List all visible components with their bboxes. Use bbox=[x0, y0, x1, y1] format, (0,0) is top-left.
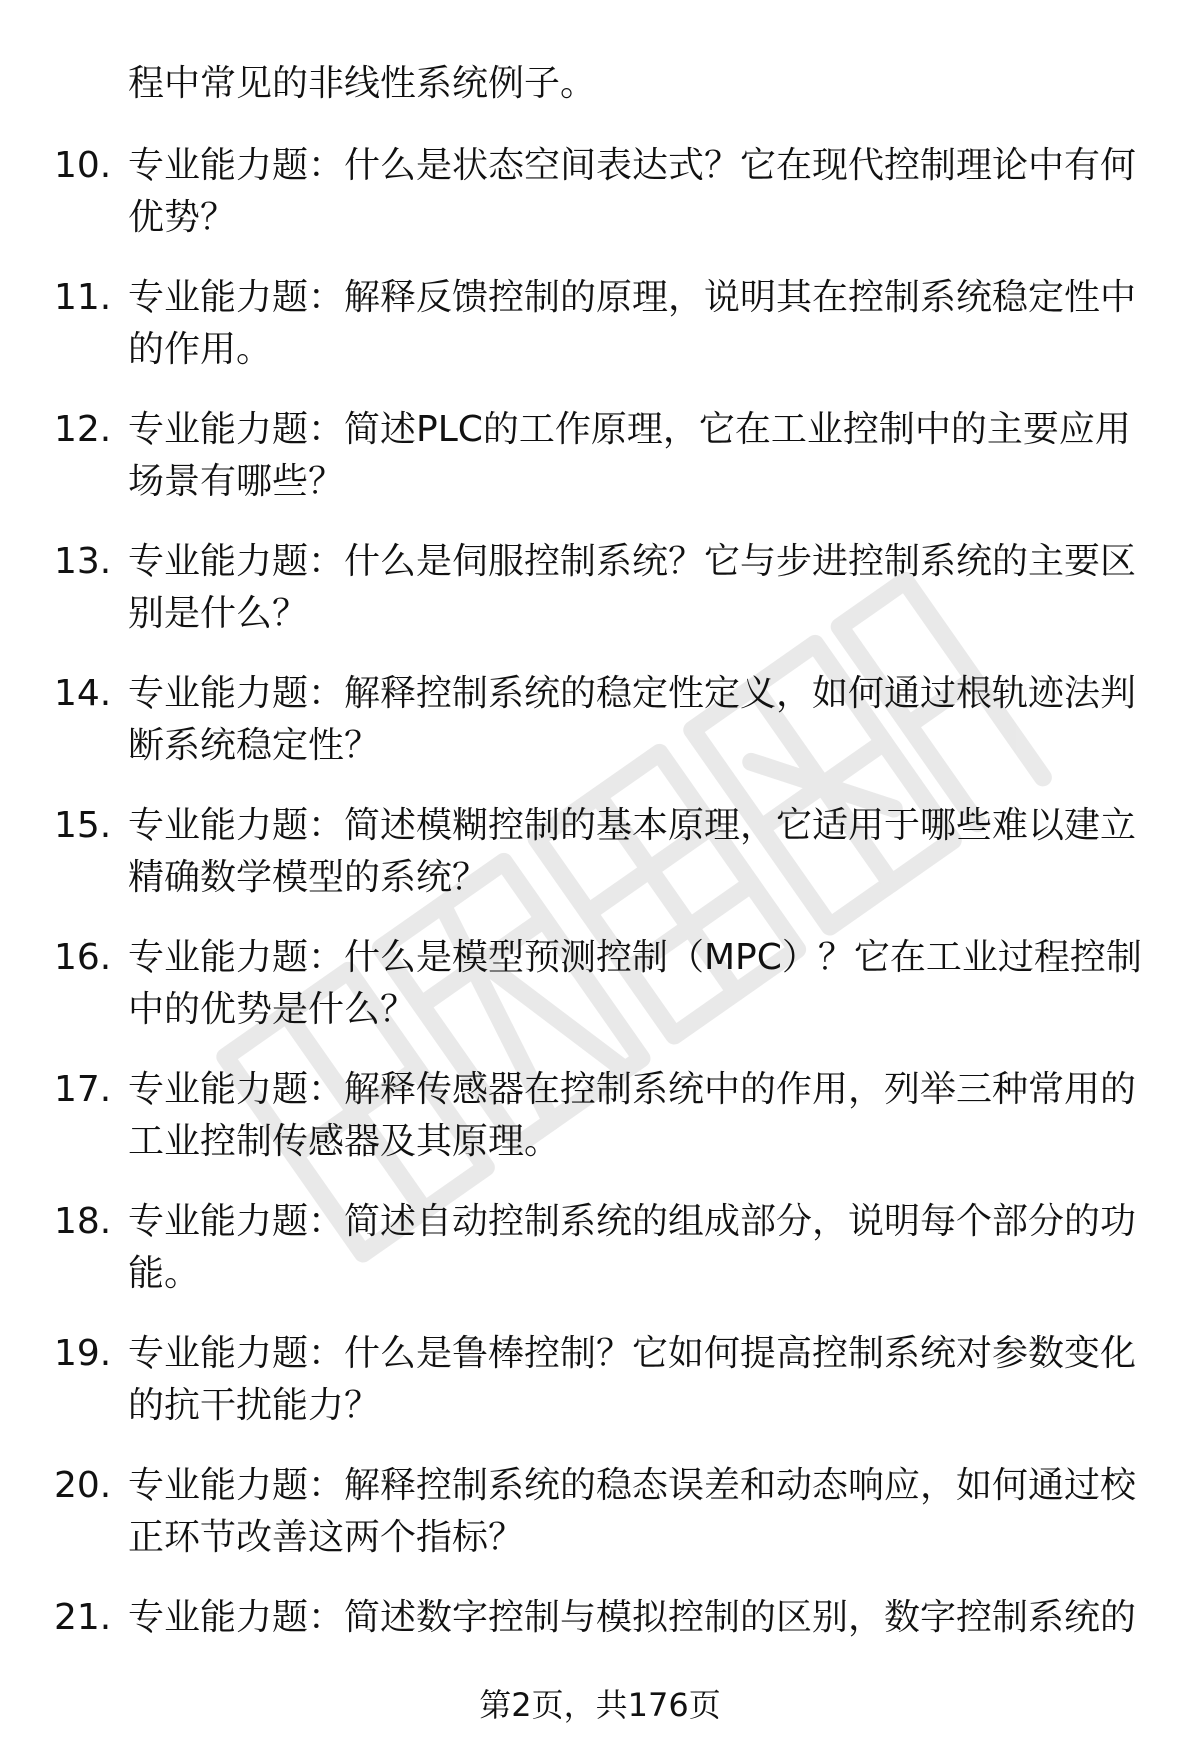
question-line: 正环节改善这两个指标？ bbox=[128, 1517, 525, 1558]
question-text bbox=[128, 404, 1138, 508]
question-line: 中的优势是什么？ bbox=[128, 989, 417, 1030]
list-item bbox=[0, 272, 1200, 404]
question-number: 13. bbox=[54, 541, 112, 582]
question-line: 专业能力题：解释控制系统的稳定性定义，如何通过根轨迹法判 bbox=[128, 673, 1137, 714]
page-footer: 第2页，共176页 bbox=[479, 1686, 721, 1724]
list-item bbox=[0, 668, 1200, 800]
question-line: 专业能力题：简述模糊控制的基本原理，它适用于哪些难以建立 bbox=[128, 805, 1137, 846]
question-line: 专业能力题：解释反馈控制的原理，说明其在控制系统稳定性中 bbox=[128, 277, 1137, 318]
question-number: 10. bbox=[54, 145, 112, 186]
question-line: 专业能力题：解释传感器在控制系统中的作用，列举三种常用的 bbox=[128, 1069, 1137, 1110]
question-line: 专业能力题：解释控制系统的稳态误差和动态响应，如何通过校 bbox=[128, 1465, 1137, 1506]
question-number: 11. bbox=[54, 277, 112, 318]
question-line: 专业能力题：什么是伺服控制系统？它与步进控制系统的主要区 bbox=[128, 541, 1137, 582]
list-item bbox=[0, 1460, 1200, 1592]
question-line: 专业能力题：简述数字控制与模拟控制的区别，数字控制系统的 bbox=[128, 1597, 1137, 1638]
list-item bbox=[0, 140, 1200, 272]
list-item bbox=[0, 932, 1200, 1064]
question-line: 能。 bbox=[128, 1253, 201, 1294]
question-text bbox=[128, 800, 1138, 904]
question-text bbox=[128, 1328, 1138, 1432]
question-number: 18. bbox=[54, 1201, 112, 1242]
question-text bbox=[128, 1460, 1138, 1564]
question-line: 专业能力题：简述自动控制系统的组成部分，说明每个部分的功 bbox=[128, 1201, 1137, 1242]
question-number: 17. bbox=[54, 1069, 112, 1110]
list-item bbox=[0, 536, 1200, 668]
question-line: 别是什么？ bbox=[128, 593, 309, 634]
question-line: 的抗干扰能力？ bbox=[128, 1385, 381, 1426]
question-line: 专业能力题：什么是状态空间表达式？它在现代控制理论中有何 bbox=[128, 145, 1137, 186]
list-item bbox=[0, 1328, 1200, 1460]
question-number: 20. bbox=[54, 1465, 112, 1506]
question-number: 21. bbox=[54, 1597, 112, 1638]
question-text bbox=[128, 932, 1142, 1036]
question-text bbox=[128, 1196, 1138, 1300]
question-line: 场景有哪些？ bbox=[128, 461, 345, 502]
question-line: 专业能力题：什么是鲁棒控制？它如何提高控制系统对参数变化 bbox=[128, 1333, 1137, 1374]
question-text bbox=[128, 140, 1138, 244]
question-line: 专业能力题：什么是模型预测控制（MPC）？它在工业过程控制 bbox=[128, 937, 1142, 978]
continuation-text: 程中常见的非线性系统例子。 bbox=[128, 63, 597, 104]
question-number: 12. bbox=[54, 409, 112, 450]
question-list bbox=[0, 140, 1200, 1724]
question-number: 19. bbox=[54, 1333, 112, 1374]
question-text bbox=[128, 1592, 1138, 1644]
question-text bbox=[128, 1064, 1138, 1168]
question-line: 专业能力题：简述PLC的工作原理，它在工业控制中的主要应用 bbox=[128, 409, 1131, 450]
question-number: 15. bbox=[54, 805, 112, 846]
question-line: 精确数学模型的系统？ bbox=[128, 857, 489, 898]
list-item bbox=[0, 800, 1200, 932]
question-line: 工业控制传感器及其原理。 bbox=[128, 1121, 561, 1162]
list-item bbox=[0, 1196, 1200, 1328]
list-item bbox=[0, 404, 1200, 536]
question-line: 断系统稳定性？ bbox=[128, 725, 381, 766]
question-text bbox=[128, 668, 1138, 772]
question-number: 16. bbox=[54, 937, 112, 978]
list-item bbox=[0, 1064, 1200, 1196]
question-text bbox=[128, 272, 1138, 376]
question-line: 的作用。 bbox=[128, 329, 273, 370]
question-text bbox=[128, 536, 1138, 640]
question-number: 14. bbox=[54, 673, 112, 714]
question-line: 优势？ bbox=[128, 197, 237, 238]
